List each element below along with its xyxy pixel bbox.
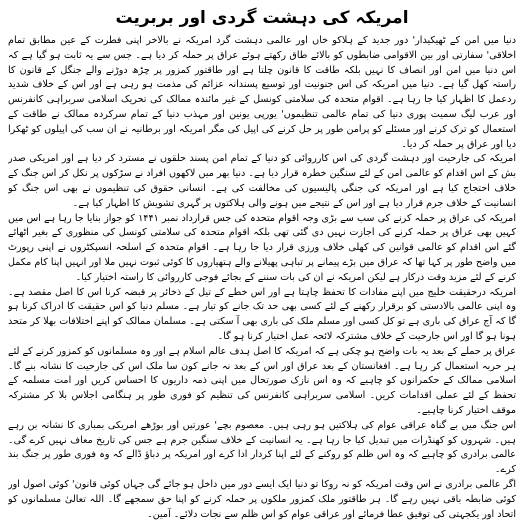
article-paragraph: اگر عالمی برادری نے اس وقت امریکہ کو نہ روکا تو دنیا ایک ایسے دور میں داخل ہو جائے گی جہاں کوئی قانون' کوئی اصول اور کوئی ضابطہ باقی نہیں رہے گا۔ ہر طاقتور ملک کمزور ملکوں پر حملہ کرنے کو اپنا حق سمجھے گا۔ اللہ تعالیٰ مسلمانوں کو اتحاد اور یکجہتی کی توفیق عطا فرمائے اور عراقی عوام کو اس ظلم سے نجات دلائے۔ آمین۔ (8, 478, 516, 520)
article-paragraph: عراق پر حملے کے بعد یہ بات واضح ہو چکی ہے کہ امریکہ کا اصل ہدف عالم اسلام ہے اور وہ مسلمانوں کو کمزور کرنے کے لئے ہر حربہ استعمال کر رہا ہے۔ افغانستان کے بعد عراق اور اس کے بعد نہ جانے کون سا ملک اس کی جارحیت کا نشانہ بنے گا۔ اسلامی ممالک کے حکمرانوں کو چاہیے کہ وہ اس نازک صورتحال میں اپنی ذمہ داریوں کا احساس کریں اور امت مسلمہ کے تحفظ کے لئے عملی اقدامات کریں۔ اسلامی سربراہی کانفرنس کی تنظیم کو فوری طور پر ہنگامی اجلاس بلا کر مشترکہ موقف اختیار کرنا چاہیے۔ (8, 345, 516, 416)
article-paragraph: امریکہ کی جارحیت اور دہشت گردی کی اس کارروائی کو دنیا کے تمام امن پسند حلقوں نے مسترد کر دیا ہے اور امریکی صدر بش کے اس اقدام کو عالمی امن کے لئے سنگین خطرہ قرار دیا ہے۔ دنیا بھر میں لاکھوں افراد نے سڑکوں پر نکل کر اس جنگ کے خلاف احتجاج کیا ہے اور امریکہ کی جنگی پالیسیوں کی مخالفت کی ہے۔ انسانی حقوق کی تنظیموں نے بھی اس جنگ کو انسانیت کے خلاف جرم قرار دیا ہے اور اس کے نتیجے میں ہونے والی ہلاکتوں پر گہری تشویش کا اظہار کیا ہے۔ (8, 153, 516, 209)
article-paragraph: اس جنگ میں بے گناہ عراقی عوام کی ہلاکتیں ہو رہی ہیں۔ معصوم بچے' عورتیں اور بوڑھے امریکی بمباری کا نشانہ بن رہے ہیں۔ شہروں کو کھنڈرات میں تبدیل کیا جا رہا ہے۔ یہ انسانیت کے خلاف سنگین جرم ہے جس کی تاریخ معاف نہیں کرے گی۔ عالمی برادری کو چاہیے کہ وہ اس ظلم کو روکنے کے لئے اپنا کردار ادا کرے اور امریکہ پر دباؤ ڈالے کہ وہ فوری طور پر جنگ بند کرے۔ (8, 419, 516, 476)
article-paragraph: دنیا میں امن کے ٹھیکیدار' دور جدید کے ہلاکو خاں اور عالمی دہشت گرد امریکہ نے بالاخر اپنی فطرت کے عین مطابق تمام اخلاقی' سفارتی اور بین الاقوامی ضابطوں کو بالائے طاق رکھتے ہوئے عراق پر حملہ کر دیا ہے۔ جس سے یہ ثابت ہو گیا ہے کہ اس دنیا میں امن اور انصاف کا نہیں بلکہ طاقت کا قانون چلتا ہے اور طاقتور کمزور پر چڑھ دوڑنے والے جنگل کے قانون کا راستہ کھل گیا ہے۔ دنیا میں امریکہ کی اس جنونیت اور توسیع پسندانہ عزائم کی مذمت ہو رہی ہے اور اس کے خلاف شدید ردعمل کا اظہار کیا جا رہا ہے۔ اقوام متحدہ کی سلامتی کونسل کے غیر مائندہ ممالک کی تحریک اسلامی سربراہی کانفرنس اور عرب لیگ سمیت پوری دنیا کی تمام عالمی تنظیموں' یورپی یونین اور مہذب دنیا کے تمام سرکردہ ممالک نے طاقت کے استعمال کو ترک کرنے اور مسئلے کو پرامن طور پر حل کرنے کی اپیل کی مگر امریکہ اور برطانیہ نے ان سب کی اپیلوں کو ٹھکرا دیا اور عراق پر حملہ کر دیا۔ (8, 35, 516, 150)
article-paragraph: امریکہ کی عراق پر حملہ کرنے کی سب سے بڑی وجہ اقوام متحدہ کی جس قرارداد نمبر ۱۴۴۱ کو جواز بنایا جا رہا ہے اس میں کہیں بھی عراق پر حملہ کرنے کی اجازت نہیں دی گئی تھی بلکہ اقوام متحدہ کی سلامتی کونسل کی منظوری کے بغیر اٹھائے گئے اس اقدام کو عالمی قوانین کی کھلی خلاف ورزی قرار دیا جا رہا ہے۔ اقوام متحدہ کے اسلحہ انسپکٹروں نے اپنی رپورٹ میں واضح طور پر کہا تھا کہ عراق میں بڑے پیمانے پر تباہی پھیلانے والے ہتھیاروں کا کوئی ثبوت نہیں ملا اور انہیں اپنا کام مکمل کرنے کے لئے مزید وقت درکار ہے لیکن امریکہ نے ان کی بات سننے کے بجائے فوجی کارروائی کا راستہ اختیار کیا۔ (8, 212, 516, 283)
article-headline: امریکہ کی دہشت گردی اور بربریت (115, 8, 409, 28)
article-paragraph: امریکہ درحقیقت خلیج میں اپنے مفادات کا تحفظ چاہتا ہے اور اس خطے کے تیل کے ذخائر پر قبضہ کرنا اس کا اصل مقصد ہے۔ وہ اپنی عالمی بالادستی کو برقرار رکھنے کے لئے کسی بھی حد تک جانے کو تیار ہے۔ مسلم دنیا کو اس حقیقت کا ادراک کرنا ہو گا کہ آج عراق کی باری ہے تو کل کسی اور مسلم ملک کی باری بھی آ سکتی ہے۔ مسلمان ممالک کو اپنے اختلافات بھلا کر متحد ہونا ہو گا اور اس جارحیت کے خلاف مشترکہ لائحہ عمل اختیار کرنا ہو گا۔ (8, 286, 516, 342)
article-body (8, 34, 516, 522)
